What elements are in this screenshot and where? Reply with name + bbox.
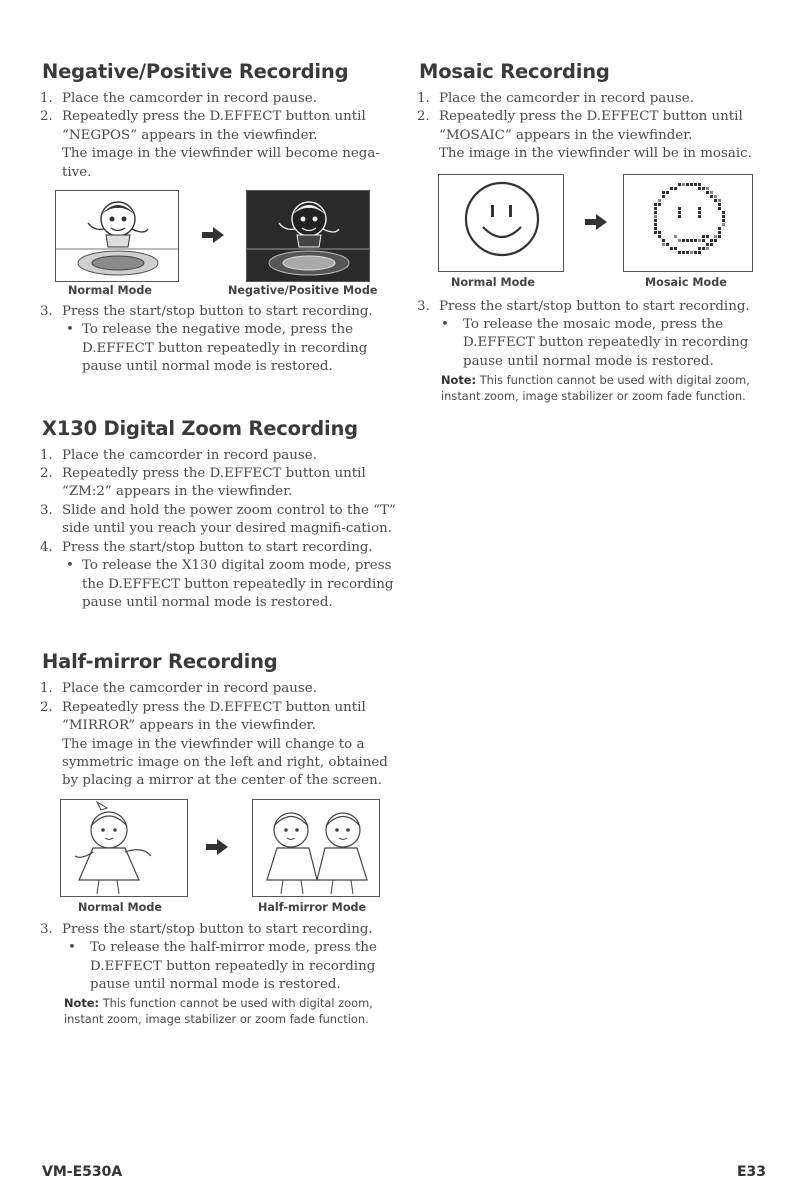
negpos-release-bullet: • To release the negative mode, press the D.EFFECT button repeatedly in recording pause until normal mode is restored. (66, 322, 368, 375)
mosaic-pixel (710, 191, 713, 194)
mosaic-pixel (662, 195, 665, 198)
mosaic-pixel (698, 251, 701, 254)
right-column (417, 60, 777, 404)
left-column (40, 60, 400, 1028)
mosaic-pixel (678, 215, 681, 218)
negpos-step-3: 3. Press the start/stop button to start recording. (40, 304, 373, 320)
mirror-section (40, 650, 400, 1027)
mosaic-pixel (722, 215, 725, 218)
mosaic-pixel (674, 187, 677, 190)
mosaic-pixel (698, 247, 701, 250)
mirror-note-label: Note: (64, 996, 100, 1011)
mirror-release-bullet: • To release the half-mirror mode, press the D.EFFECT button repeatedly in recording pause until normal mode is restored. (68, 940, 377, 992)
mosaic-pixel (662, 239, 665, 242)
mosaic-pixel (658, 235, 661, 238)
mosaic-step-2: 2. Repeatedly press the D.EFFECT button until “MOSAIC” appears in the viewfinder. The image in the viewfinder will be in mosaic. (417, 109, 752, 162)
mosaic-pixel (710, 239, 713, 242)
mosaic-pixel (674, 247, 677, 250)
zoom-step-4: 4. Press the start/stop button to start recording. (40, 539, 373, 555)
mirror-note: Note: This function cannot be used with digital zoom, instant zoom, image stabilizer or zoom fade function. (64, 996, 373, 1026)
mosaic-step-3: 3. Press the start/stop button to start recording. (417, 298, 750, 314)
mosaic-pixel (658, 199, 661, 202)
mosaic-pixel (706, 235, 709, 238)
mosaic-pixel (654, 211, 657, 214)
mosaic-pixel (690, 183, 693, 186)
mosaic-pixel (718, 203, 721, 206)
negpos-section (40, 60, 400, 377)
mosaic-pixel (710, 243, 713, 246)
mirror-title: Half-mirror Recording (42, 650, 278, 674)
mosaic-pixel (702, 235, 705, 238)
footer-page-number: E33 (736, 1164, 766, 1180)
mosaic-pixel (718, 207, 721, 210)
mosaic-note: Note: This function cannot be used with digital zoom, instant zoom, image stabilizer or zoom fade function. (441, 373, 750, 403)
zoom-section (40, 417, 400, 613)
negpos-step-2-detail: The image in the viewfinder will become nega-tive. (62, 146, 380, 180)
mosaic-section (417, 60, 777, 404)
mosaic-pixel (706, 247, 709, 250)
mosaic-pixel (686, 239, 689, 242)
mosaic-pixel (702, 187, 705, 190)
right-arrow-icon (585, 214, 607, 230)
mosaic-note-label: Note: (441, 373, 477, 388)
mosaic-pixel (654, 215, 657, 218)
mosaic-pixel (718, 227, 721, 230)
bullet-dot: • (441, 317, 449, 333)
bullet-dot: • (68, 940, 76, 956)
mosaic-pixel (710, 195, 713, 198)
mosaic-pixel (686, 183, 689, 186)
negpos-step-1: 1. Place the camcorder in record pause. (40, 91, 317, 106)
smiley-normal-image (438, 174, 564, 272)
mosaic-pixel (694, 183, 697, 186)
mosaic-pixel (654, 219, 657, 222)
mosaic-pixel (670, 247, 673, 250)
mosaic-pixel (722, 223, 725, 226)
mosaic-pixel (702, 239, 705, 242)
mirror-caption-normal: Normal Mode (78, 900, 162, 914)
mosaic-figure (417, 174, 777, 290)
mirror-step-2-detail: The image in the viewfinder will change to a symmetric image on the left and right, obtained by placing a mirror at the center of the screen. (62, 736, 388, 789)
mosaic-pixel (718, 199, 721, 202)
mosaic-pixel (698, 239, 701, 242)
bullet-dot: • (66, 558, 74, 574)
mosaic-pixel (690, 239, 693, 242)
mosaic-caption-normal: Normal Mode (451, 275, 535, 289)
zoom-step-1: 1. Place the camcorder in record pause. (40, 447, 317, 463)
negpos-figure (40, 190, 400, 296)
mosaic-pixel (694, 251, 697, 254)
mosaic-pixel (698, 187, 701, 190)
negpos-caption-negative: Negative/Positive Mode (228, 284, 378, 298)
mosaic-pixel (714, 195, 717, 198)
mosaic-pixel (722, 211, 725, 214)
zoom-title: X130 Digital Zoom Recording (42, 416, 358, 440)
boy-negative-image (246, 190, 370, 282)
mirror-step-3: 3. Press the start/stop button to start recording. (40, 921, 373, 937)
mosaic-pixel (718, 235, 721, 238)
mosaic-pixel (714, 235, 717, 238)
mosaic-pixel (678, 251, 681, 254)
mosaic-pixel (682, 251, 685, 254)
mosaic-pixel (662, 191, 665, 194)
mosaic-pixel (654, 227, 657, 230)
girl-normal-image (60, 799, 188, 897)
mosaic-pixel (706, 187, 709, 190)
mosaic-pixel (654, 223, 657, 226)
mosaic-pixel (654, 203, 657, 206)
mirror-step-1: 1. Place the camcorder in record pause. (40, 681, 317, 697)
mosaic-pixel (682, 239, 685, 242)
smiley-mosaic-image (623, 174, 753, 272)
right-arrow-icon (206, 839, 228, 855)
mosaic-pixel (674, 235, 677, 238)
girl-halfmirror-image (252, 799, 380, 897)
mosaic-caption-mosaic: Mosaic Mode (645, 275, 727, 289)
mirror-caption-halfmirror: Half-mirror Mode (258, 900, 367, 914)
mosaic-pixel (722, 219, 725, 222)
mosaic-step-1: 1. Place the camcorder in record pause. (417, 91, 694, 106)
mosaic-pixel (714, 199, 717, 202)
mosaic-pixel (698, 207, 701, 210)
mosaic-pixel (666, 191, 669, 194)
mosaic-pixel (678, 239, 681, 242)
mosaic-title: Mosaic Recording (419, 60, 610, 83)
mosaic-pixel (702, 247, 705, 250)
mosaic-pixel (686, 251, 689, 254)
mosaic-pixel (678, 207, 681, 210)
zoom-release-bullet: • To release the X130 digital zoom mode, press the D.EFFECT button repeatedly in recording pause until normal mode is restored. (66, 558, 394, 610)
mosaic-pixel (706, 191, 709, 194)
right-arrow-icon (202, 227, 224, 243)
negpos-caption-normal: Normal Mode (68, 284, 152, 298)
negpos-step-2: 2. Repeatedly press the D.EFFECT button until “NEGPOS” appears in the viewfinder. The image in the viewfinder will become nega-tive. (40, 109, 380, 180)
mosaic-pixel (694, 239, 697, 242)
mosaic-pixel (698, 215, 701, 218)
mosaic-release-bullet: • To release the mosaic mode, press the D.EFFECT button repeatedly in recording pause until normal mode is restored. (441, 317, 749, 369)
mosaic-pixel (654, 231, 657, 234)
mosaic-pixel (658, 203, 661, 206)
mirror-step-2: 2. Repeatedly press the D.EFFECT button until “MIRROR” appears in the viewfinder. The image in the viewfinder will change to a symmetric image on the left and right, obtained by placing a mirror at the center of the screen. (40, 699, 388, 789)
mosaic-pixel (678, 211, 681, 214)
mosaic-pixel (662, 243, 665, 246)
mosaic-pixel (690, 251, 693, 254)
boy-normal-image (55, 190, 179, 282)
mosaic-pixel (682, 183, 685, 186)
mosaic-pixel (666, 243, 669, 246)
mosaic-pixel (658, 231, 661, 234)
footer-model: VM-E530A (42, 1164, 123, 1180)
mosaic-step-2-detail: The image in the viewfinder will be in mosaic. (439, 146, 752, 162)
mosaic-pixel (714, 239, 717, 242)
mosaic-pixel (706, 243, 709, 246)
mirror-figure (40, 799, 400, 917)
mosaic-pixel (670, 187, 673, 190)
mosaic-pixel (654, 207, 657, 210)
mosaic-pixel (698, 211, 701, 214)
zoom-step-3: 3. Slide and hold the power zoom control to the “T” side until you reach your desired magnifi-cation. (40, 502, 396, 537)
mosaic-pixel (698, 183, 701, 186)
bullet-dot: • (66, 322, 74, 338)
mosaic-pixel (718, 231, 721, 234)
negpos-title: Negative/Positive Recording (42, 60, 349, 83)
zoom-step-2: 2. Repeatedly press the D.EFFECT button until “ZM:2” appears in the viewfinder. (40, 466, 366, 500)
mosaic-pixel (678, 183, 681, 186)
